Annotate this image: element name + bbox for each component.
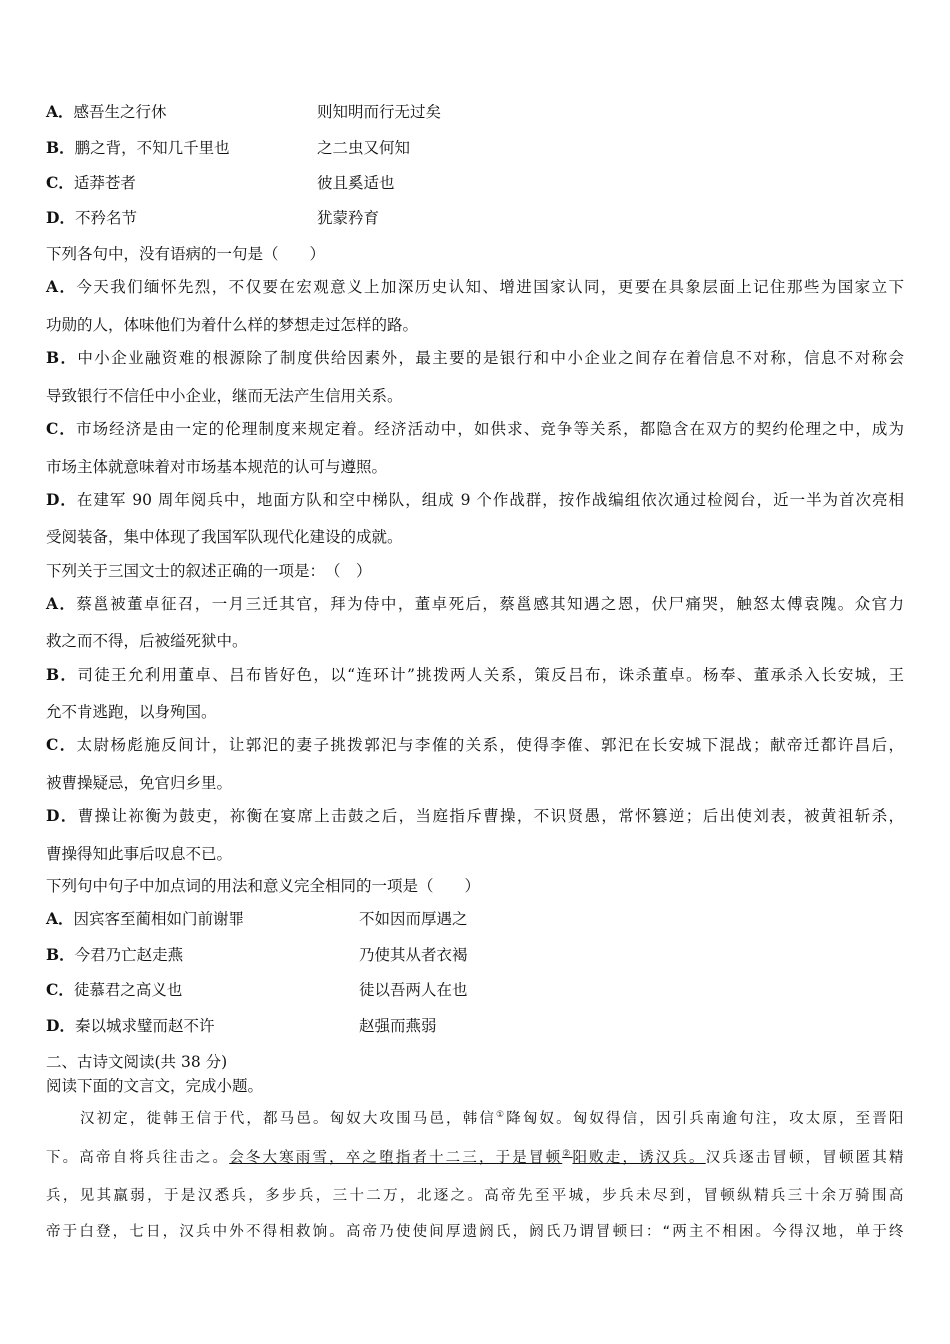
option-label: C． [46,735,77,754]
section-title: 二、古诗文阅读(共 38 分) [46,1053,228,1071]
q2-option-a-cont: 功勋的人，体味他们为着什么样的梦想走过怎样的路。 [46,316,419,334]
option-text: 司徒王允利用董卓、吕布皆好色，以“连环计”挑拨两人关系，策反吕布，诛杀董卓。杨奉、董承杀入长安城，王 [77,666,904,684]
option-left-text: 今君乃亡赵走燕 [74,946,184,964]
q2-option-d-cont: 受阅装备，集中体现了我国军队现代化建设的成就。 [46,528,403,546]
option-left-text: 适莽苍者 [73,174,136,192]
q3-option-c-cont: 被曹操疑忌，免官归乡里。 [46,774,233,792]
q4-option-a[interactable] [46,909,244,929]
q4-option-d-right: 赵强而燕弱 [359,1017,437,1035]
footnote-marker: ② [562,1149,573,1160]
q4-option-a-right: 不如因而厚遇之 [359,910,468,928]
q1-option-b[interactable] [46,138,230,158]
passage-line-3: 兵，见其羸弱，于是汉悉兵，多步兵，三十二万，北逐之。高帝先至平城，步兵未尽到，冒顿纵精兵三十余万骑围高 [46,1188,904,1204]
option-label: B． [46,138,75,157]
q3-option-d-cont: 曹操得知此事后叹息不已。 [46,845,233,863]
passage-text: 下。高帝自将兵往击之。 [46,1150,230,1166]
q4-stem: 下列句中句子中加点词的用法和意义完全相同的一项是（ ） [46,877,481,895]
option-label: A． [46,909,74,928]
q2-option-c-cont: 市场主体就意味着对市场基本规范的认可与遵照。 [46,458,388,476]
q4-option-b[interactable] [46,945,183,965]
option-text: 中小企业融资难的根源除了制度供给因素外，最主要的是银行和中小企业之间存在着信息不对称，信息不对称会 [77,349,904,367]
option-label: C． [46,173,74,192]
q2-option-a[interactable] [46,277,904,297]
underlined-sentence: 会冬大寒雨雪，卒之堕指者十二三，于是冒顿 [229,1150,563,1166]
option-label: B． [46,348,78,367]
passage-line-4: 帝于白登，七日，汉兵中外不得相救饷。高帝乃使使间厚遗阏氏，阏氏乃谓冒顿曰：“两主不相困。今得汉地，单于终 [46,1224,904,1240]
option-text: 太尉杨彪施反间计，让郭汜的妻子挑拨郭汜与李傕的关系，使得李傕、郭汜在长安城下混战；献帝迁都许昌后， [76,736,904,754]
option-label: C． [46,980,74,999]
q1-option-d-right: 犹蒙矜育 [317,209,380,227]
option-label: D． [46,806,78,825]
option-label: B． [46,945,75,964]
q2-stem: 下列各句中，没有语病的一句是（ ） [46,245,326,263]
q1-option-b-right: 之二虫又何知 [317,139,411,157]
q3-stem: 下列关于三国文士的叙述正确的一项是： （ ） [46,562,372,580]
option-label: B． [46,665,78,684]
option-left-text: 徒慕君之高义也 [73,981,183,999]
q1-option-a-right: 则知明而行无过矣 [317,103,442,121]
option-label: C． [46,419,76,438]
footnote-marker: ① [495,1110,507,1121]
q1-option-c[interactable] [46,173,136,193]
underlined-sentence: 阳败走，诱汉兵。 [572,1150,706,1166]
q4-option-d[interactable] [46,1016,214,1036]
q3-option-b-cont: 允不肯逃跑，以身殉国。 [46,703,217,721]
q4-option-c-right: 徒以吾两人在也 [359,981,468,999]
q3-option-d[interactable] [46,806,904,826]
option-label: A． [46,277,77,296]
option-text: 蔡邕被董卓征召，一月三迁其官，拜为侍中，董卓死后，蔡邕感其知遇之恩，伏尸痛哭，触怒太傅袁隗。众官力 [76,595,904,613]
option-left-text: 不矜名节 [74,209,137,227]
option-text: 在建军 90 周年阅兵中，地面方队和空中梯队，组成 9 个作战群，按作战编组依次通过检阅台，近一半为首次亮相 [76,491,904,509]
q3-option-c[interactable] [46,735,904,755]
q2-option-b[interactable] [46,348,904,368]
option-text: 市场经济是由一定的伦理制度来规定着。经济活动中，如供求、竞争等关系，都隐含在双方的契约伦理之中，成为 [76,420,904,438]
passage-line-2 [46,1148,904,1168]
option-left-text: 鹏之背，不知几千里也 [74,139,230,157]
q3-option-a[interactable] [46,594,904,614]
option-left-text: 因宾客至蔺相如门前谢罪 [73,910,245,928]
option-label: D． [46,208,75,227]
passage-text: 汉初定，徙韩王信于代，都马邑。匈奴大攻围马邑，韩信 [80,1111,496,1127]
option-label: D． [46,1016,75,1035]
option-label: A． [46,594,77,613]
option-left-text: 感吾生之行休 [73,103,167,121]
q1-option-c-right: 彼且奚适也 [317,174,395,192]
q1-option-a[interactable] [46,102,167,122]
option-label: A． [46,102,74,121]
q3-option-a-cont: 救之而不得，后被缢死狱中。 [46,632,248,650]
q4-option-b-right: 乃使其从者衣褐 [359,946,468,964]
option-label: D． [46,490,77,509]
passage-text: 降匈奴。匈奴得信，因引兵南逾句注，攻太原，至晋阳 [506,1111,905,1127]
option-left-text: 秦以城求璧而赵不许 [74,1017,215,1035]
passage-line-1 [80,1109,904,1129]
q3-option-b[interactable] [46,665,904,685]
section-instruction: 阅读下面的文言文，完成小题。 [46,1077,264,1095]
q2-option-d[interactable] [46,490,904,510]
q1-option-d[interactable] [46,208,137,228]
q4-option-c[interactable] [46,980,182,1000]
q2-option-c[interactable] [46,419,904,439]
q2-option-b-cont: 导致银行不信任中小企业，继而无法产生信用关系。 [46,387,403,405]
passage-text: 汉兵逐击冒顿，冒顿匿其精 [705,1150,905,1166]
option-text: 曹操让祢衡为鼓吏，祢衡在宴席上击鼓之后，当庭指斥曹操，不识贤愚，常怀篡逆；后出使刘表，被黄祖斩杀， [77,807,904,825]
option-text: 今天我们缅怀先烈，不仅要在宏观意义上加深历史认知、增进国家认同，更要在具象层面上记住那些为国家立下 [76,278,904,296]
